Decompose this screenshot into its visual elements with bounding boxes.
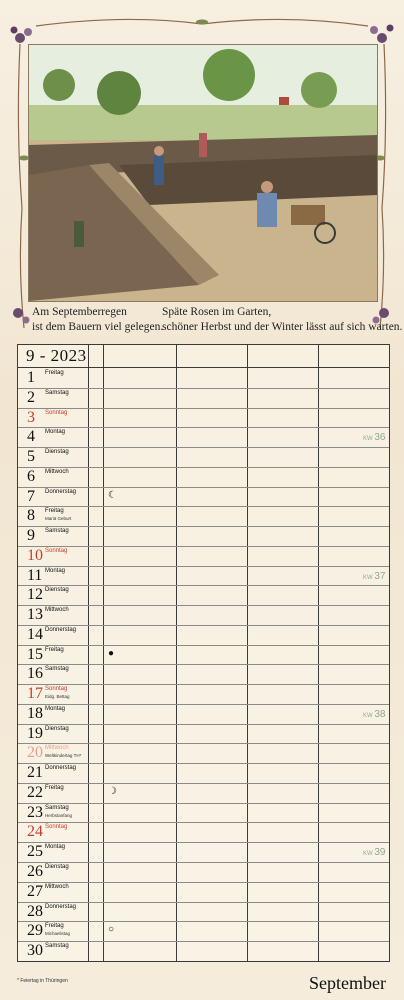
day-number: 27 bbox=[27, 882, 43, 900]
day-number: 9 bbox=[27, 527, 35, 545]
weekday-name: Freitag bbox=[45, 784, 64, 791]
day-row[interactable] bbox=[18, 645, 389, 666]
weekday-name: Montag bbox=[45, 844, 66, 851]
weekday-name: Donnerstag bbox=[45, 626, 77, 633]
day-note: Herbstanfang bbox=[45, 812, 73, 818]
day-note: Mariä Geburt bbox=[45, 516, 72, 522]
footnote: * Feiertag in Thüringen bbox=[17, 978, 68, 984]
caption-left-line2: ist dem Bauern viel gelegen. bbox=[32, 321, 164, 333]
weekday-name: Mittwoch bbox=[45, 883, 69, 890]
day-row[interactable] bbox=[18, 882, 389, 903]
day-number: 21 bbox=[27, 764, 43, 782]
weekday-name: Sonntag bbox=[45, 824, 68, 831]
day-row[interactable] bbox=[18, 546, 389, 567]
moon-phase-icon: ☽ bbox=[108, 785, 117, 797]
weekday-name: Donnerstag bbox=[45, 765, 77, 772]
day-number: 18 bbox=[27, 704, 43, 722]
day-row[interactable] bbox=[18, 941, 389, 961]
day-number: 16 bbox=[27, 665, 43, 683]
moon-phase-icon: ○ bbox=[108, 924, 115, 936]
moon-phase-icon: ☾ bbox=[108, 489, 117, 501]
day-row[interactable] bbox=[18, 487, 389, 508]
day-number: 2 bbox=[27, 388, 35, 406]
day-row[interactable] bbox=[18, 625, 389, 646]
farm-painting bbox=[28, 44, 378, 302]
day-number: 24 bbox=[27, 823, 43, 841]
day-row[interactable] bbox=[18, 763, 389, 784]
day-number: 28 bbox=[27, 902, 43, 920]
day-row[interactable] bbox=[18, 368, 389, 389]
day-row[interactable] bbox=[18, 408, 389, 429]
day-row[interactable] bbox=[18, 803, 389, 824]
day-number: 13 bbox=[27, 606, 43, 624]
weekday-name: Dienstag bbox=[45, 864, 69, 870]
calendar-grid bbox=[17, 344, 390, 962]
day-row[interactable] bbox=[18, 743, 389, 764]
weekday-name: Samstag bbox=[45, 528, 69, 535]
calendar-week-label bbox=[363, 432, 385, 443]
calendar-week-number: 39 bbox=[374, 847, 386, 859]
day-number: 23 bbox=[27, 803, 43, 821]
day-number: 19 bbox=[27, 724, 43, 742]
caption-right-line1: Späte Rosen im Garten, bbox=[162, 306, 272, 318]
calendar-week-prefix: KW bbox=[363, 574, 375, 581]
day-number: 10 bbox=[27, 546, 43, 564]
day-number: 17 bbox=[27, 685, 43, 703]
calendar-week-number: 37 bbox=[374, 570, 386, 582]
day-number: 5 bbox=[27, 448, 35, 466]
day-number: 30 bbox=[27, 942, 43, 960]
weekday-name: Sonntag bbox=[45, 686, 68, 693]
day-row[interactable] bbox=[18, 566, 389, 587]
weekday-name: Montag bbox=[45, 567, 66, 574]
calendar-week-label bbox=[363, 571, 385, 582]
day-row[interactable] bbox=[18, 704, 389, 725]
day-row[interactable] bbox=[18, 585, 389, 606]
day-number: 8 bbox=[27, 507, 35, 525]
day-note: Eidg. Bettag bbox=[45, 694, 70, 700]
day-number: 26 bbox=[27, 863, 43, 880]
day-row[interactable] bbox=[18, 605, 389, 626]
weekday-name: Sonntag bbox=[45, 409, 68, 416]
day-row[interactable] bbox=[18, 506, 389, 527]
day-number: 22 bbox=[27, 783, 43, 801]
day-row[interactable] bbox=[18, 526, 389, 547]
day-row[interactable] bbox=[18, 822, 389, 843]
weekday-name: Dienstag bbox=[45, 449, 69, 456]
weekday-name: Donnerstag bbox=[45, 488, 77, 495]
calendar-header bbox=[18, 345, 389, 368]
day-row[interactable] bbox=[18, 427, 389, 448]
weekday-name: Freitag bbox=[45, 923, 64, 930]
weekday-name: Dienstag bbox=[45, 587, 69, 594]
weekday-name: Dienstag bbox=[45, 725, 69, 732]
calendar-week-number: 36 bbox=[374, 432, 386, 444]
day-row[interactable] bbox=[18, 664, 389, 685]
calendar-week-prefix: KW bbox=[363, 851, 375, 858]
day-row[interactable] bbox=[18, 902, 389, 923]
weekday-name: Freitag bbox=[45, 508, 64, 515]
weekday-name: Mittwoch bbox=[45, 607, 69, 614]
day-number: 20 bbox=[27, 744, 43, 762]
caption-right bbox=[162, 305, 402, 335]
day-row[interactable] bbox=[18, 388, 389, 409]
day-number: 7 bbox=[27, 487, 35, 505]
day-row[interactable] bbox=[18, 467, 389, 488]
calendar-week-number: 38 bbox=[374, 708, 386, 720]
calendar-week-label bbox=[363, 709, 385, 720]
day-number: 25 bbox=[27, 843, 43, 861]
day-note: Weltkindertag TH* bbox=[45, 753, 82, 759]
weekday-name: Samstag bbox=[45, 943, 69, 950]
day-row[interactable] bbox=[18, 862, 389, 883]
day-number: 11 bbox=[27, 566, 43, 584]
month-year-title: 9 - 2023 bbox=[26, 346, 87, 365]
calendar-week-prefix: KW bbox=[363, 436, 375, 443]
day-row[interactable] bbox=[18, 724, 389, 745]
caption-left-line1: Am Septemberregen bbox=[32, 306, 127, 318]
day-number: 29 bbox=[27, 922, 43, 940]
day-number: 12 bbox=[27, 586, 43, 604]
weekday-name: Montag bbox=[45, 429, 66, 436]
weekday-name: Donnerstag bbox=[45, 903, 77, 910]
day-row[interactable] bbox=[18, 684, 389, 705]
day-number: 6 bbox=[27, 467, 35, 485]
day-number: 15 bbox=[27, 645, 43, 663]
day-row[interactable] bbox=[18, 447, 389, 468]
painting-illustration bbox=[29, 45, 377, 301]
caption-right-line2: schöner Herbst und der Winter lässt auf sich warten. bbox=[162, 321, 403, 333]
weekday-name: Samstag bbox=[45, 389, 69, 396]
weekday-name: Sonntag bbox=[45, 547, 68, 554]
calendar-week-label bbox=[363, 847, 385, 858]
day-number: 3 bbox=[27, 408, 35, 426]
day-number: 1 bbox=[27, 369, 35, 386]
day-row[interactable] bbox=[18, 842, 389, 863]
weekday-name: Samstag bbox=[45, 666, 69, 673]
day-row[interactable] bbox=[18, 783, 389, 804]
weekday-name: Freitag bbox=[45, 370, 64, 376]
day-row[interactable] bbox=[18, 921, 389, 942]
weekday-name: Montag bbox=[45, 705, 66, 712]
calendar-week-prefix: KW bbox=[363, 712, 375, 719]
day-number: 4 bbox=[27, 428, 35, 446]
moon-phase-icon: ● bbox=[108, 647, 115, 659]
caption-left bbox=[32, 305, 163, 335]
weekday-name: Mittwoch bbox=[45, 468, 69, 475]
month-label: September bbox=[309, 973, 386, 993]
weekday-name: Freitag bbox=[45, 646, 64, 653]
day-note: Michaelistag bbox=[45, 931, 71, 937]
weekday-name: Mittwoch bbox=[45, 745, 69, 752]
weekday-name: Samstag bbox=[45, 804, 69, 811]
day-number: 14 bbox=[27, 625, 43, 643]
